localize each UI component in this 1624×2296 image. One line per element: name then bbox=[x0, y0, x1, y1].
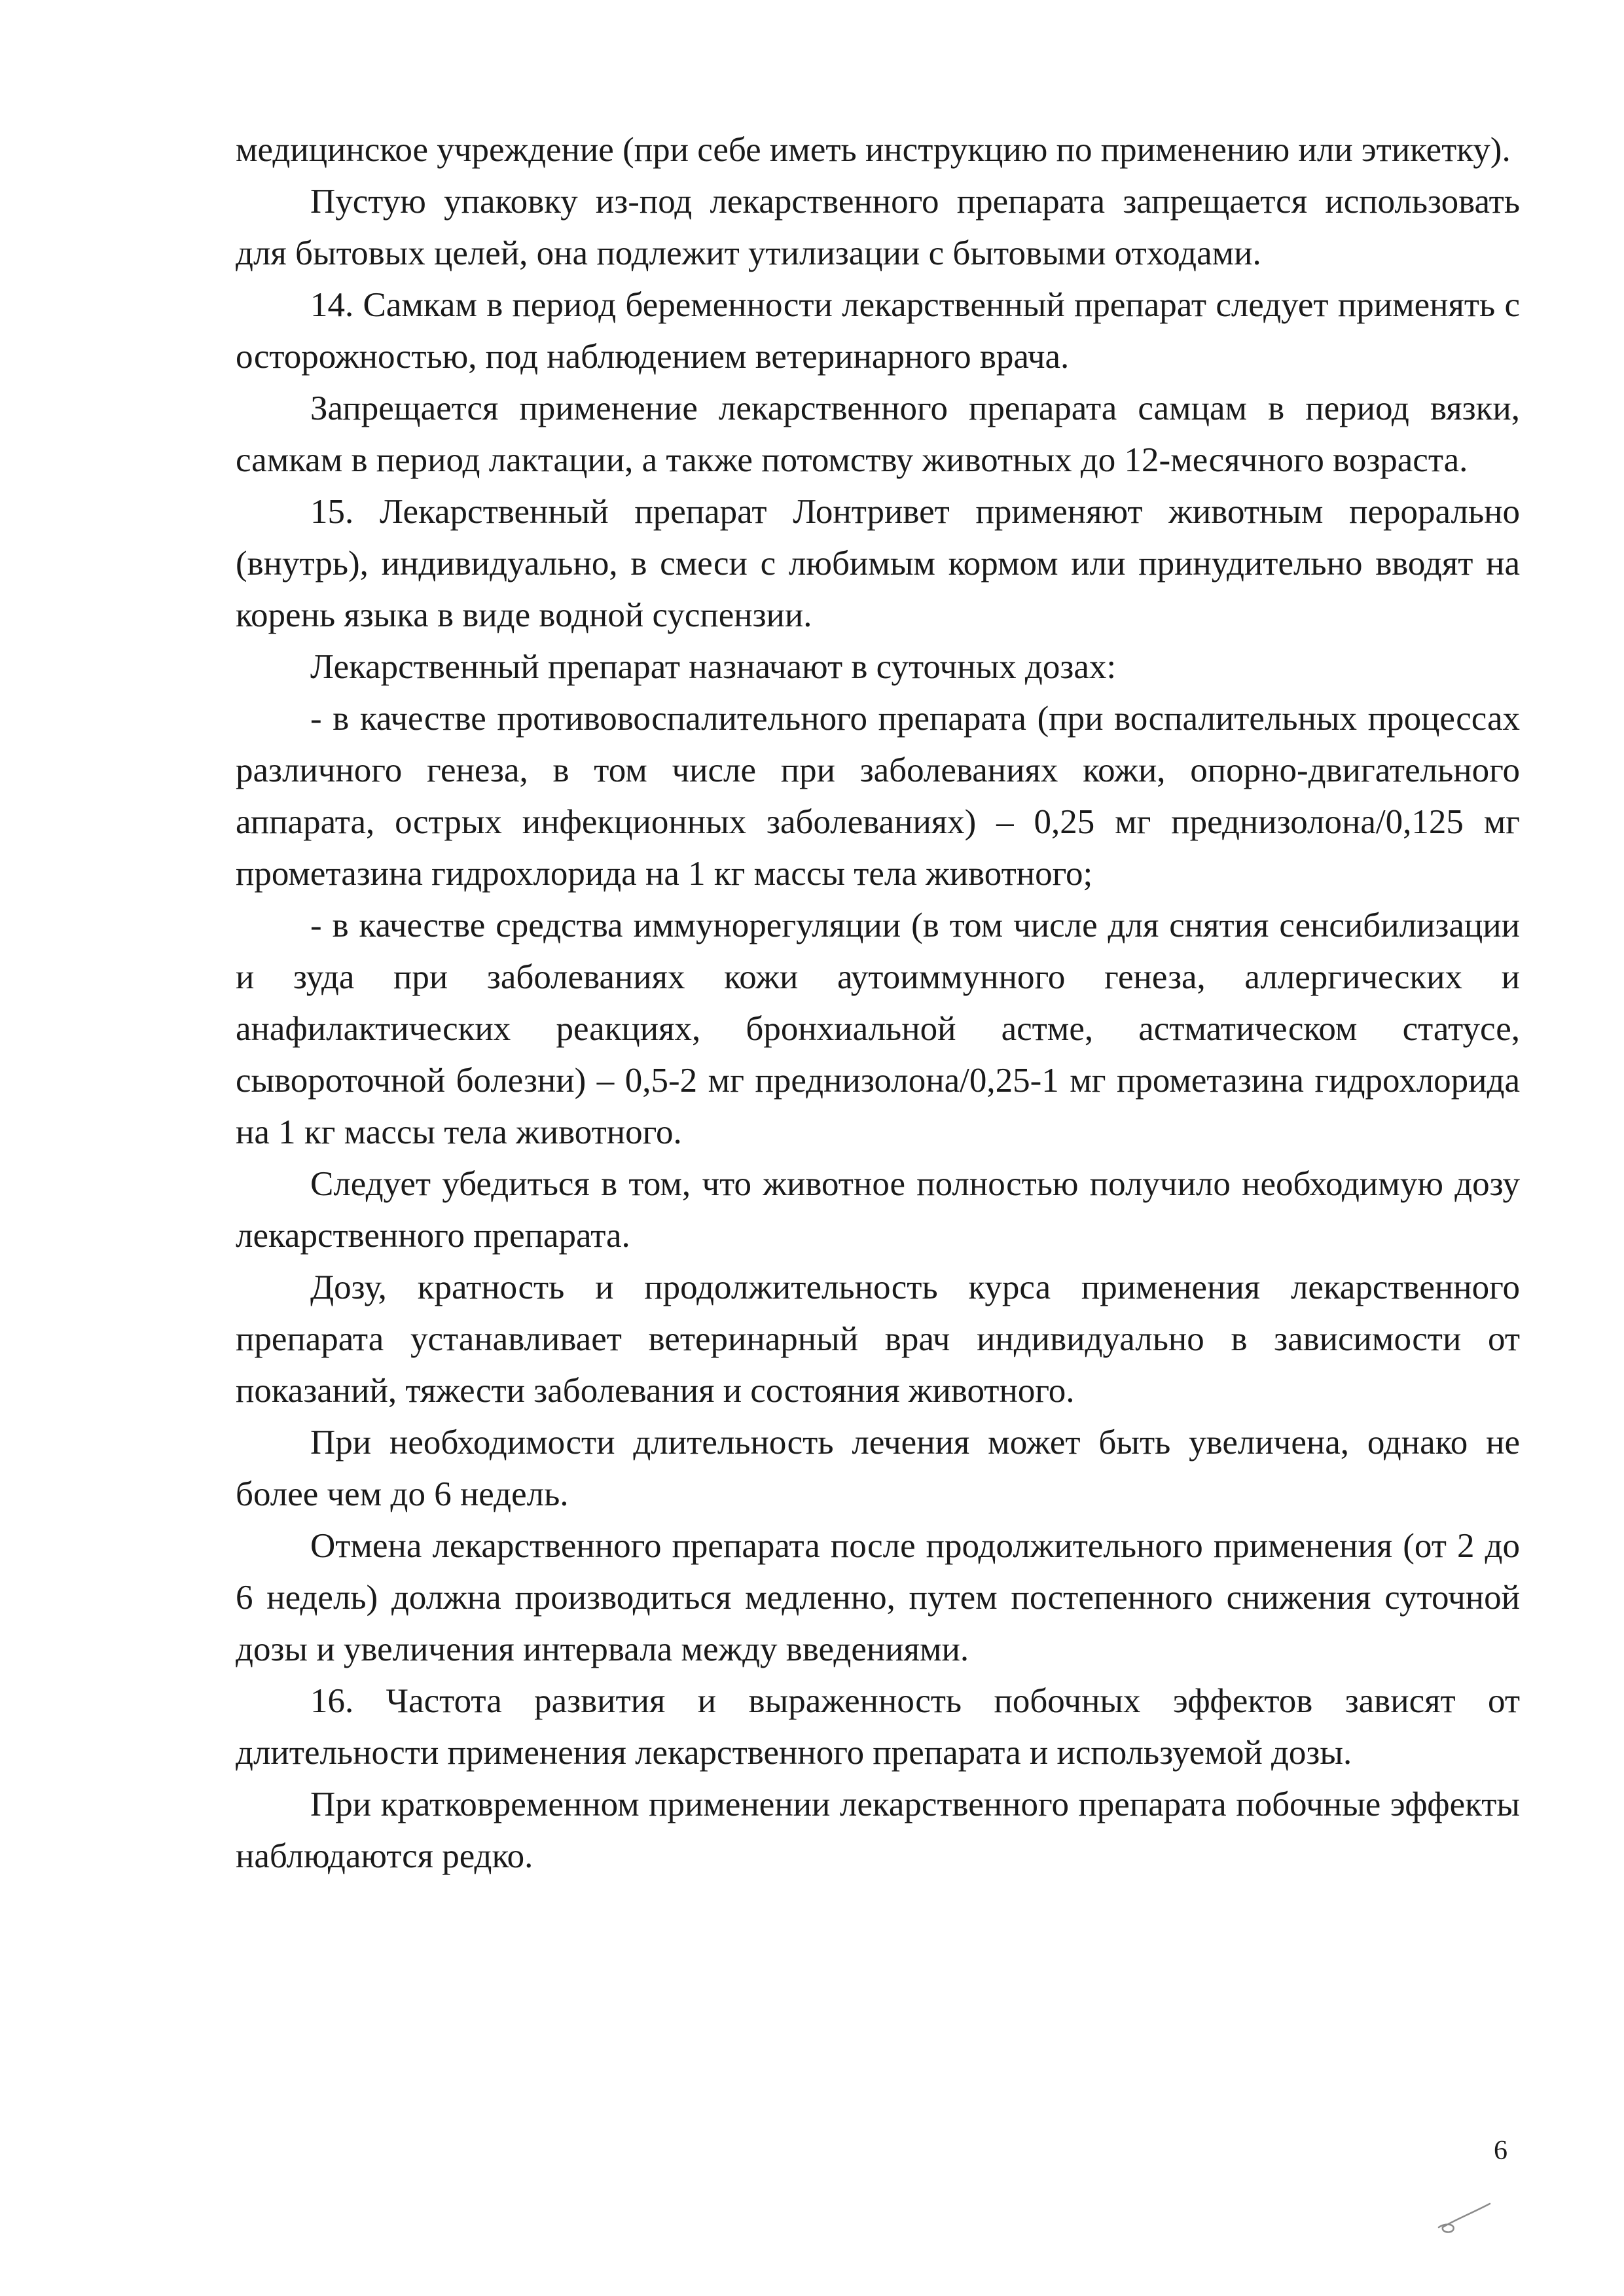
paragraph-dose-anti-inflammatory: - в качестве противовоспалительного препарата (при воспалительных процессах различного генеза, в том числе при заболеваниях кожи, опорно-двигательного аппарата, острых инфекционных заболеваниях) – 0,25 мг преднизолона/0,125 мг прометазина гидрохлорида на 1 кг массы тела животного; bbox=[236, 700, 1520, 893]
paragraph-short-term-side-effects: При кратковременном применении лекарственного препарата побочные эффекты наблюдаются редко. bbox=[236, 1785, 1520, 1875]
paragraph-full-dose-check: Следует убедиться в том, что животное полностью получило необходимую дозу лекарственного препарата. bbox=[236, 1165, 1520, 1255]
paragraph-treatment-duration: При необходимости длительность лечения может быть увеличена, однако не более чем до 6 недель. bbox=[236, 1424, 1520, 1513]
paragraph-item-15-administration: 15. Лекарственный препарат Лонтривет применяют животным перорально (внутрь), индивидуально, в смеси с любимым кормом или принудительно вводят на корень языка в виде водной суспензии. bbox=[236, 493, 1520, 634]
paragraph-course-by-veterinarian: Дозу, кратность и продолжительность курса применения лекарственного препарата устанавливает ветеринарный врач индивидуально в зависимости от показаний, тяжести заболевания и состояния животного. bbox=[236, 1268, 1520, 1410]
paragraph-continuation: медицинское учреждение (при себе иметь инструкцию по применению или этикетку). bbox=[236, 131, 1511, 169]
paragraph-withdrawal: Отмена лекарственного препарата после продолжительного применения (от 2 до 6 недель) должна производиться медленно, путем постепенного снижения суточной дозы и увеличения интервала между введениями. bbox=[236, 1527, 1520, 1668]
paragraph-dose-immunoregulation: - в качестве средства иммунорегуляции (в том числе для снятия сенсибилизации и зуда при заболеваниях кожи аутоиммунного генеза, аллергических и анафилактических реакциях, бронхиальной астме, астматическом статусе, сывороточной болезни) – 0,5-2 мг преднизолона/0,25-1 мг прометазина гидрохлорида на 1 кг массы тела животного. bbox=[236, 906, 1520, 1151]
paragraph-item-16-side-effects: 16. Частота развития и выраженность побочных эффектов зависят от длительности применения лекарственного препарата и используемой дозы. bbox=[236, 1682, 1520, 1772]
paragraph-daily-doses-intro: Лекарственный препарат назначают в суточных дозах: bbox=[310, 648, 1117, 686]
document-body bbox=[236, 124, 1520, 1882]
page-number: 6 bbox=[1494, 2136, 1507, 2166]
paragraph-item-14-pregnancy: 14. Самкам в период беременности лекарственный препарат следует применять с осторожностью, под наблюдением ветеринарного врача. bbox=[236, 286, 1520, 376]
paragraph-packaging-disposal: Пустую упаковку из-под лекарственного препарата запрещается использовать для бытовых целей, она подлежит утилизации с бытовыми отходами. bbox=[236, 183, 1520, 272]
paragraph-contraindications-breeding: Запрещается применение лекарственного препарата самцам в период вязки, самкам в период лактации, а также потомству животных до 12-месячного возраста. bbox=[236, 389, 1520, 479]
handwritten-initial-mark bbox=[1434, 2196, 1492, 2235]
